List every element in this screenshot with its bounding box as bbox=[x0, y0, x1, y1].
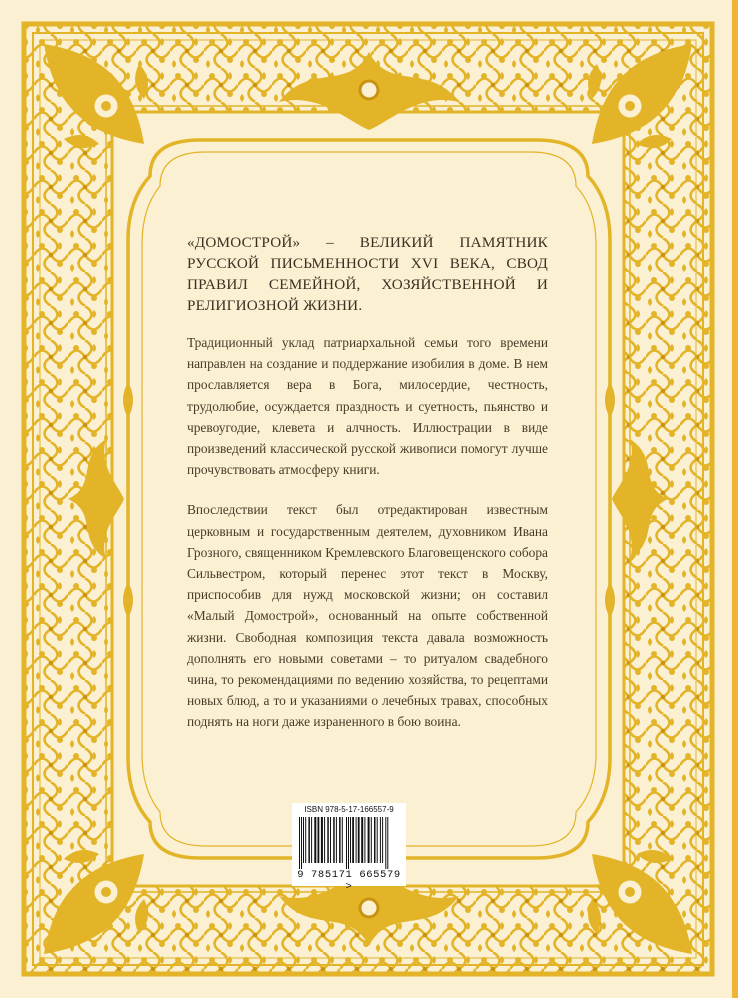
barcode-icon bbox=[298, 817, 400, 869]
isbn-label: ISBN 978-5-17-166557-9 bbox=[304, 805, 394, 814]
description-paragraph-1: Традиционный уклад патриархальной семьи того времени направлен на создание и поддержание изобилия в доме. В нем прославляется вера в Бога, милосердие, честность, трудолюбие, осуждается праздность и суетность, пьянство и чревоугодие, клевета и алчность. Иллюстрации в виде произведений классической русской живописи помогут лучше прочувствовать атмосферу книги. bbox=[187, 335, 548, 478]
barcode-digits: 9 785171 665579 > bbox=[297, 869, 401, 893]
back-cover-text bbox=[187, 232, 548, 752]
description-paragraph-2: Впоследствии текст был отредактирован известным церковным и государственным деятелем, духовником Ивана Грозного, священником Кремлевского Благовещенского собора Сильвестром, который перенес этот текст в Москву, приспособив для нужд московской жизни; он составил «Малый Домострой», основанный на опыте собственной жизни. Свободная композиция текста давала возможность дополнять его новыми советами – то ритуалом свадебного чина, то рекомендациями по ведению хозяйства, то рецептами новых блюд, а то и указаниями о лечебных травах, способных поднять на ноги даже израненного в бою воина. bbox=[187, 502, 548, 730]
cover-heading: «ДОМОСТРОЙ» – ВЕЛИКИЙ ПАМЯТНИК РУССКОЙ ПИСЬМЕННОСТИ XVI ВЕКА, СВОД ПРАВИЛ СЕМЕЙНОЙ, ХОЗЯЙСТВЕННОЙ И РЕЛИГИОЗНОЙ ЖИЗНИ. bbox=[187, 234, 548, 314]
isbn-barcode-block bbox=[292, 803, 406, 893]
